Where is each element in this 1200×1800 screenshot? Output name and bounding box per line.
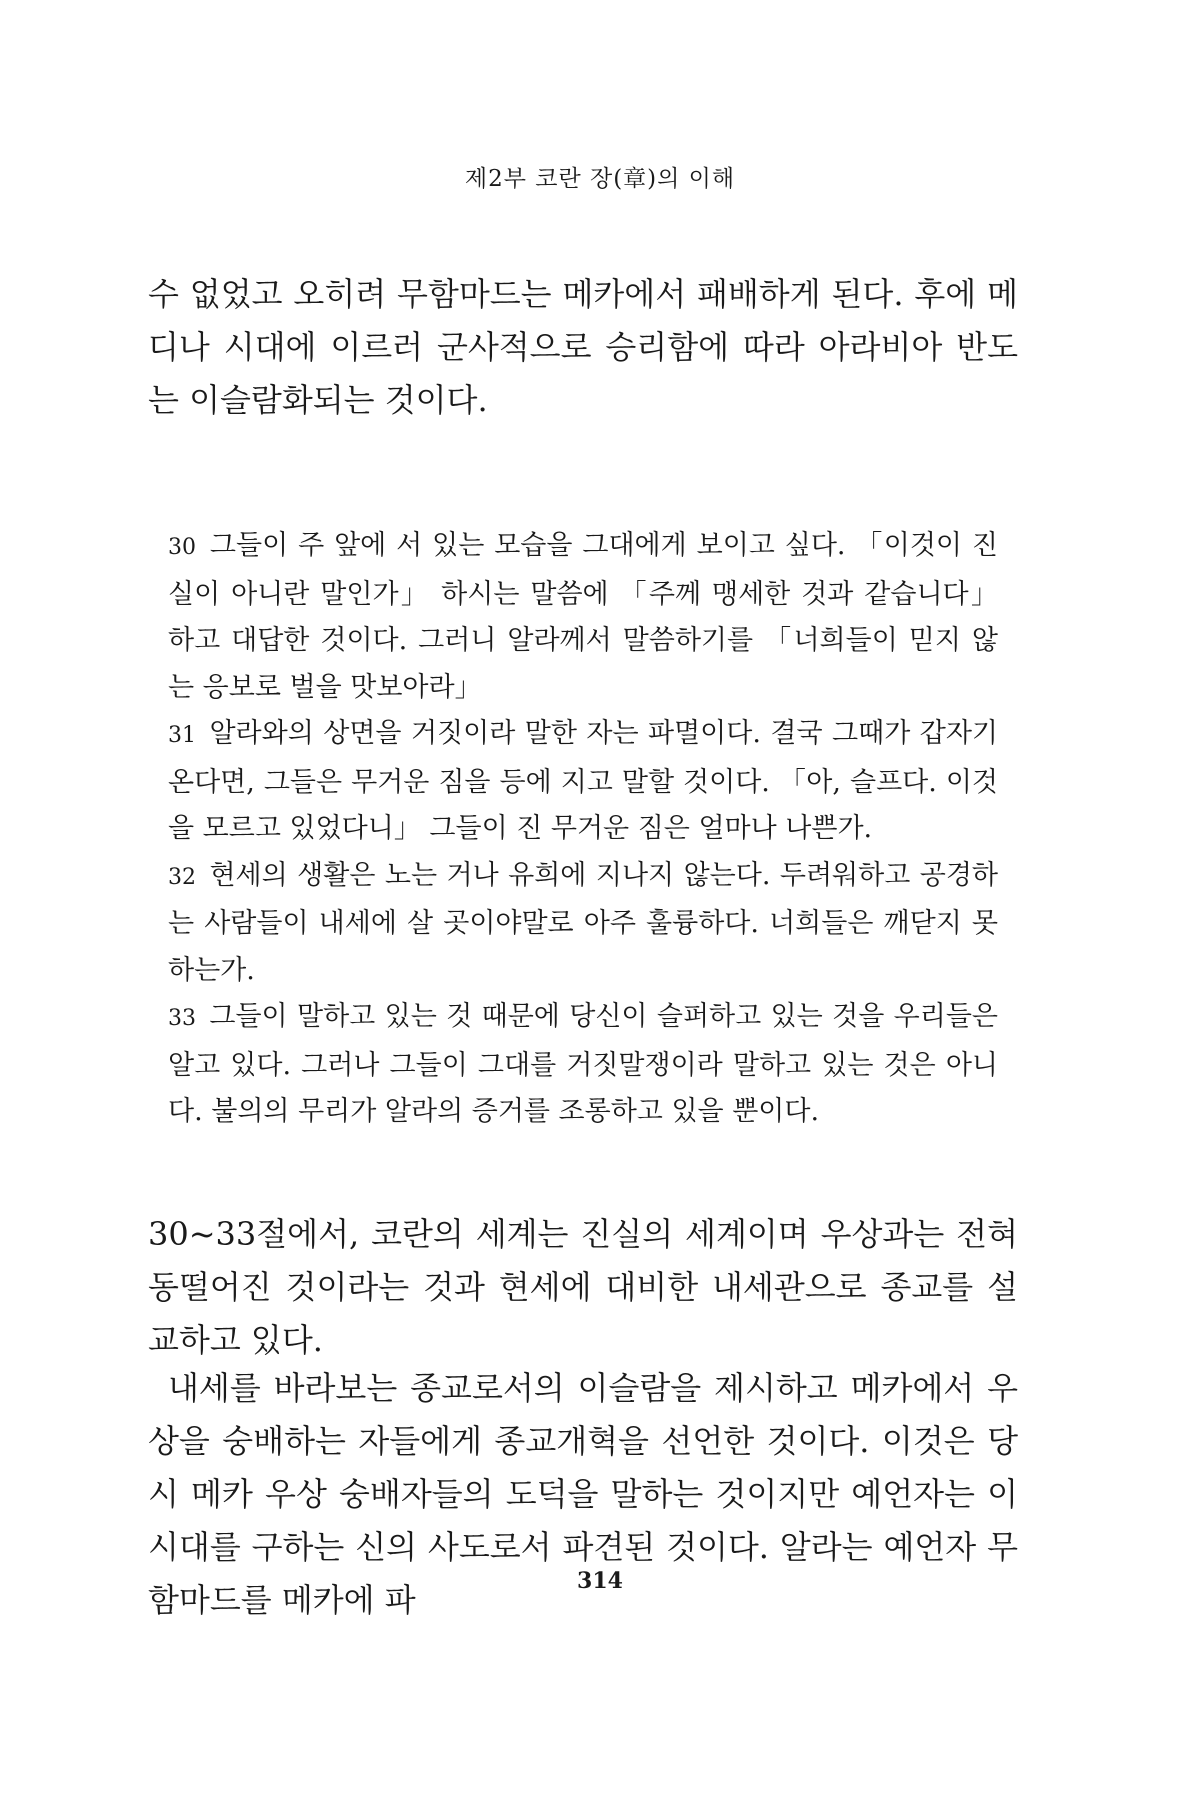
verse-text: 그들이 말하고 있는 것 때문에 당신이 슬퍼하고 있는 것을 우리들은 알고 있다. 그러나 그들이 그대를 거짓말쟁이라 말하고 있는 것은 아니다. 불의의 무리가 알라의 증거를 조롱하고 있을 뿐이다. [168, 1001, 998, 1127]
body-paragraph: 30~33절에서, 코란의 세계는 진실의 세계이며 우상과는 전혀 동떨어진 것이라는 것과 현세에 대비한 내세관으로 종교를 설교하고 있다. [148, 1215, 1018, 1359]
verse-number: 33 [168, 1006, 196, 1031]
verse-number: 30 [168, 535, 196, 560]
body-paragraph: 내세를 바라보는 종교로서의 이슬람을 제시하고 메카에서 우상을 숭배하는 자들에게 종교개혁을 선언한 것이다. 이것은 당시 메카 우상 숭배자들의 도덕을 말하는 것이지만 예언자는 이 시대를 구하는 신의 사도로서 파견된 것이다. 알라는 예언자 무함마드를 메카에 파 [148, 1369, 1018, 1619]
verse-text: 그들이 주 앞에 서 있는 모습을 그대에게 보이고 싶다. 「이것이 진실이 아니란 말인가」 하시는 말씀에 「주께 맹세한 것과 같습니다」 하고 대답한 것이다. 그러니 알라께서 말씀하기를 「너희들이 믿지 않는 응보로 벌을 맛보아라」 [168, 530, 998, 703]
page-number: 314 [577, 1568, 623, 1594]
running-header: 제2부 코란 장(章)의 이해 [464, 166, 736, 192]
verse-number: 31 [168, 723, 196, 748]
verse-33 [168, 994, 998, 1136]
verse-text: 알라와의 상면을 거짓이라 말한 자는 파멸이다. 결국 그때가 갑자기 온다면, 그들은 무거운 짐을 등에 지고 말할 것이다. 「아, 슬프다. 이것을 모르고 있었다니」 그들이 진 무거운 짐은 얼마나 나쁜가. [168, 718, 998, 844]
verse-text: 현세의 생활은 노는 거나 유희에 지나지 않는다. 두려워하고 공경하는 사람들이 내세에 살 곳이야말로 아주 훌륭하다. 너희들은 깨닫지 못하는가. [168, 859, 998, 986]
verse-number: 32 [168, 864, 196, 890]
verse-32 [168, 853, 998, 995]
body-paragraph: 수 없었고 오히려 무함마드는 메카에서 패배하게 된다. 후에 메디나 시대에 이르러 군사적으로 승리함에 따라 아라비아 반도는 이슬람화되는 것이다. [148, 275, 1018, 419]
verse-30 [168, 523, 998, 711]
verse-block [168, 523, 998, 1136]
verse-31 [168, 711, 998, 853]
